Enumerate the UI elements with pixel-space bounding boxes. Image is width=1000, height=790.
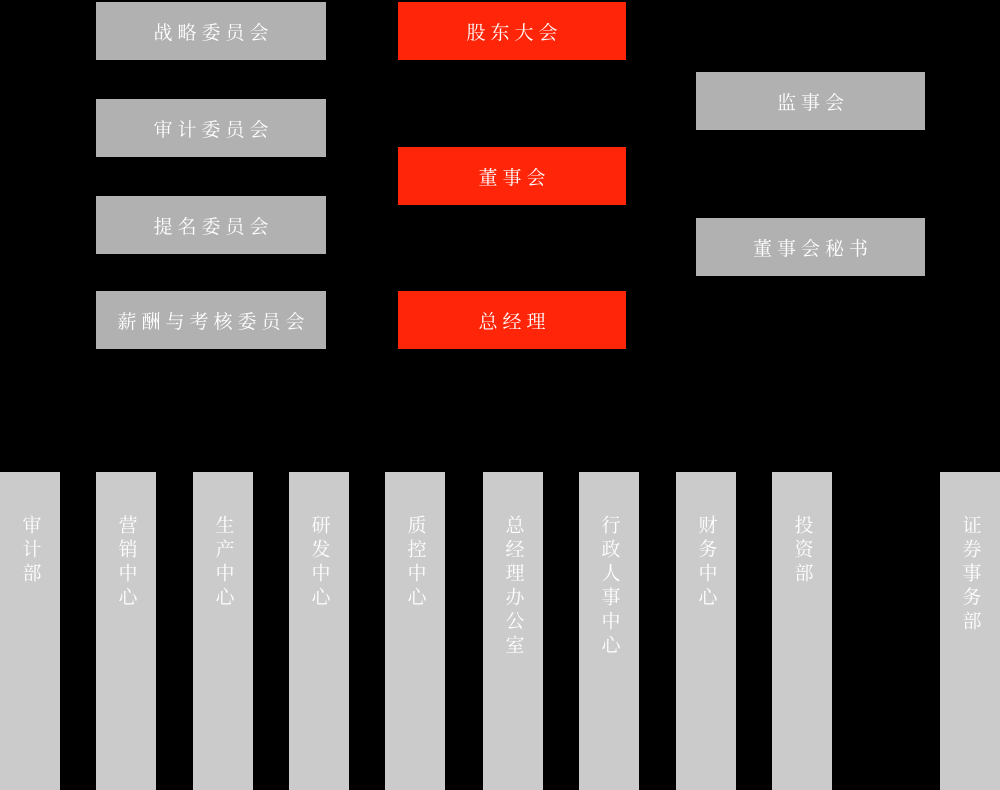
dept-finance-center xyxy=(676,472,736,790)
node-board-secretary: 董事会秘书 xyxy=(696,218,925,276)
dept-admin-hr-center xyxy=(579,472,639,790)
node-strategy-committee: 战略委员会 xyxy=(96,2,326,60)
node-nomination-committee: 提名委员会 xyxy=(96,196,326,254)
dept-audit-label: 审计部 xyxy=(19,515,42,587)
dept-marketing-center-label: 营销中心 xyxy=(115,515,138,611)
dept-rd-center xyxy=(289,472,349,790)
dept-production-center xyxy=(193,472,253,790)
dept-investment xyxy=(772,472,832,790)
dept-securities-affairs xyxy=(940,472,1000,790)
dept-finance-center-label: 财务中心 xyxy=(695,515,718,611)
dept-production-center-label: 生产中心 xyxy=(212,515,235,611)
dept-quality-control-center-label: 质控中心 xyxy=(404,515,427,611)
node-audit-committee: 审计委员会 xyxy=(96,99,326,157)
node-board-of-directors: 董事会 xyxy=(398,147,626,205)
dept-quality-control-center xyxy=(385,472,445,790)
dept-admin-hr-center-label: 行政人事中心 xyxy=(598,515,621,659)
dept-audit xyxy=(0,472,60,790)
node-general-manager: 总经理 xyxy=(398,291,626,349)
dept-securities-affairs-label: 证券事务部 xyxy=(959,515,982,635)
node-remuneration-assessment-committee: 薪酬与考核委员会 xyxy=(96,291,326,349)
dept-gm-office-label: 总经理办公室 xyxy=(502,515,525,659)
dept-investment-label: 投资部 xyxy=(791,515,814,587)
dept-marketing-center xyxy=(96,472,156,790)
node-shareholders-meeting: 股东大会 xyxy=(398,2,626,60)
dept-gm-office xyxy=(483,472,543,790)
node-supervisory-board: 监事会 xyxy=(696,72,925,130)
dept-rd-center-label: 研发中心 xyxy=(308,515,331,611)
